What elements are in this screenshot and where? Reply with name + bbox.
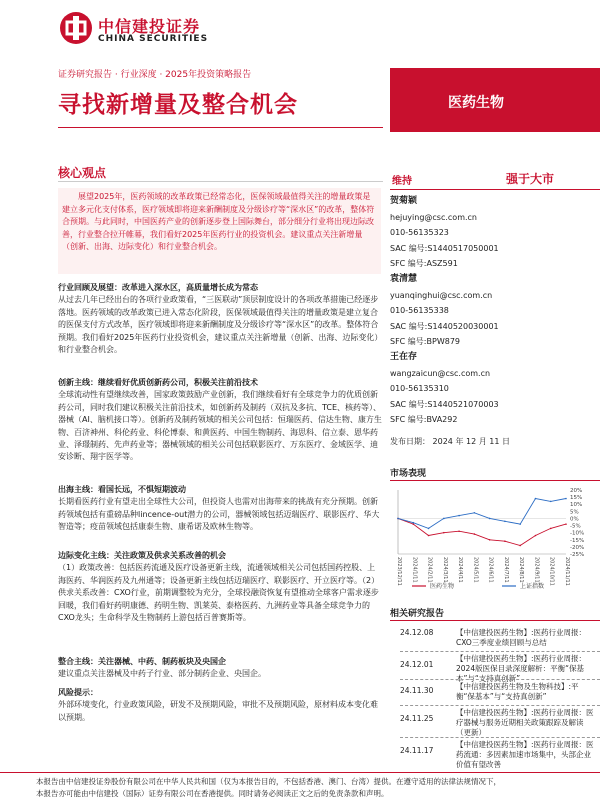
disclaimer-line: 本报告由中信建投证券股份有限公司在中华人民共和国（仅为本报告目的，不包括香港、澳门、台湾）提供。在遵守适用的法律法规情况下，: [36, 777, 501, 786]
chart-xtick-label: 2024/6/11: [487, 557, 494, 583]
rating-bar: [390, 169, 600, 190]
chart-point: [412, 523, 414, 525]
section-heading: 整合主线：关注器械、中药、制药板块及央国企: [58, 657, 226, 666]
related-report[interactable]: [400, 740, 600, 770]
chart-ytick-label: -20%: [570, 544, 585, 551]
core-view-title: 核心观点: [58, 166, 107, 180]
section-heading: 边际变化主线：关注政策及供求关系改善的机会: [58, 551, 226, 560]
related-report[interactable]: [400, 682, 600, 704]
title-divider: [58, 127, 383, 128]
footer-divider: [0, 772, 600, 773]
chart-point: [550, 501, 552, 503]
related-text[interactable]: 【中信建投医药生物】:医药行业周报：2024版医保目录深度解析：平衡“保基本”与“支持真创新”: [456, 654, 587, 683]
section-heading: 风险提示：: [58, 688, 98, 697]
related-date: 24.11.25: [400, 714, 434, 723]
market-title: 市场表现: [390, 469, 427, 479]
brand-logo: [58, 10, 218, 50]
related-date: 24.11.17: [400, 746, 434, 755]
related-divider: [390, 620, 600, 621]
chart-ytick-label: -5%: [570, 523, 581, 530]
chart-ytick-label: -15%: [570, 537, 585, 544]
brand-name-cn: 中信建投证券: [98, 17, 201, 36]
page-title: 寻找新增量及整合机会: [58, 92, 298, 118]
section-body: 外部环境变化，行业政策风险，研发不及预期风险，审批不及预期风险，原材料成本变化难以预期。: [58, 700, 378, 722]
analyst-sac: SAC 编号:S1440517050001: [390, 243, 499, 253]
analyst-name: 王在存: [390, 352, 418, 362]
chart-point: [565, 498, 567, 500]
industry-label: 医药生物: [448, 95, 504, 111]
section-heading: 行业回顾及展望：改革进入深水区，高质量增长成为常态: [58, 283, 258, 292]
analyst-card: [390, 272, 499, 350]
chart-xtick-label: 2024/11/11: [564, 557, 570, 586]
analyst-sfc: SFC 编号:ASZ591: [390, 259, 458, 269]
related-text[interactable]: 【中信建投医药生物】:医药行业周报：医药流通：多因素加速市场集中，头部企业价值有望改善: [456, 740, 594, 769]
chart-point: [519, 545, 521, 547]
chart-xtick-label: 2024/9/11: [533, 557, 540, 583]
related-text[interactable]: 【中信建投医药生物】:医药行业周报：CXO三季度业绩回顾与总结: [456, 628, 587, 647]
chart-point: [458, 530, 460, 532]
related-text[interactable]: 【中信建投医药生物及生物科技】:平衡“保基本”与“支持真创新”: [456, 682, 579, 701]
chart-point: [550, 528, 552, 530]
analyst-email[interactable]: wangzaicun@csc.com.cn: [390, 368, 491, 378]
section-body: 从过去几年已经出台的各项行业政策看，“三医联动”顶层制度设计的各项改革措施已经逐步落地。医药领域的改革政策已进入常态化阶段，医保领域最值得关注的增量政策是建立复合的医保支付方式改革，医疗领域即将迎来新酬制度及分级诊疗等“深水区”的改革。整体符合预期。我们看好2025年医药行业投资机会，建议重点关注新增量（创新、出海、边际变化）和行业整合机会。: [58, 295, 383, 355]
analyst-sac: SAC 编号:S1440521070003: [390, 399, 499, 409]
related-report[interactable]: [400, 708, 600, 738]
chart-point: [412, 522, 414, 524]
chart-point: [428, 528, 430, 530]
analyst-card: [390, 194, 499, 272]
brand-name-en: CHINA SECURITIES: [98, 34, 209, 44]
chart-point: [474, 533, 476, 535]
section-integration: [58, 656, 383, 681]
report-type: 证券研究报告 · 行业深度 · 2025年投资策略报告: [58, 70, 252, 80]
related-divider-line: [400, 737, 600, 739]
analyst-sac: SAC 编号:S1440520030001: [390, 321, 499, 331]
chart-point: [443, 532, 445, 534]
chart-point: [428, 535, 430, 537]
brand-logo-icon: [58, 10, 94, 46]
section-heading: 出海主线：看国长远，不惧短期波动: [58, 485, 186, 494]
chart-ytick-label: 15%: [570, 495, 583, 502]
section-body: 建议重点关注器械及中药子行业、部分制药企业、央国企。: [58, 669, 266, 679]
chart-ytick-label: -10%: [570, 530, 585, 537]
analyst-sfc: SFC 编号:BPW879: [390, 337, 460, 347]
analyst-name: 袁清慧: [390, 274, 418, 284]
publish-date: 发布日期： 2024 年 12 月 11 日: [390, 437, 510, 446]
chart-legend-label: 上证指数: [520, 583, 545, 590]
analyst-sfc: SFC 编号:BVA292: [390, 415, 458, 425]
core-view-divider: [58, 181, 383, 182]
related-title: 相关研究报告: [390, 609, 445, 619]
chart-ytick-label: -25%: [570, 552, 585, 558]
section-innovation: [58, 377, 383, 464]
chart-point: [504, 520, 506, 522]
chart-xtick-label: 2024/3/11: [441, 557, 448, 583]
section-body: 全球流动性有望继续改善，国家政策鼓励产业创新，我们继续看好有全球竞争力的优质创新药公司，同时我们建议积极关注前沿技术，如创新药及制药（双抗及多抗、TCE、核药等）、器械（AI、脑机接口等）。创新药及制药领域的相关公司包括：恒瑞医药、信达生物、康方生物、百济神州、科伦药业、科伦博泰、和黄医药、中国生物制药、海思科、信立泰、恩华药业、泽璟制药、先声药业等；器械领域的相关公司包括联影医疗、万东医疗、金域医学、迪安诊断、翔宇医学等。: [58, 390, 382, 462]
rating-value: 强于大市: [506, 172, 555, 186]
rating-label: 维持: [392, 176, 412, 187]
chart-ytick-label: 0%: [570, 516, 579, 523]
chart-point: [504, 540, 506, 542]
chart-series-line: [398, 499, 566, 529]
section-marginal: [58, 550, 383, 624]
market-chart: [390, 484, 600, 596]
section-review: [58, 282, 383, 356]
section-body: 长期看医药行业有望走出全球性大公司，但投资人也需对出海带来的挑战有充分预期。创新药领域包括有重磅品种lincence-out潜力的公司，器械领域包括迈瑞医疗、联影医疗、华大智造等；疫苗领域包括康泰生物、康希诺及欧林生物等。: [58, 497, 380, 532]
chart-point: [443, 518, 445, 520]
chart-legend-label: 医药生物: [430, 583, 455, 590]
chart-point: [535, 498, 537, 500]
market-divider: [390, 480, 600, 481]
chart-ytick-label: 20%: [570, 488, 583, 494]
section-risk: [58, 687, 383, 724]
analyst-email[interactable]: yuanqinghui@csc.com.cn: [390, 290, 493, 300]
chart-point: [535, 535, 537, 537]
analyst-phone: 010-56135338: [390, 306, 449, 316]
related-date: 24.11.30: [400, 686, 434, 695]
chart-xtick-label: 2024/5/11: [472, 557, 479, 583]
chart-series-line: [398, 518, 566, 545]
chart-xtick-label: 2024/4/11: [457, 557, 464, 583]
chart-point: [489, 539, 491, 541]
analyst-phone: 010-56135310: [390, 384, 449, 394]
section-body: （1）政策改善：包括医药流通及医疗设备更新主线，流通领域相关公司包括国药控股、上海医药、华润医药及九州通等；设备更新主线包括迈瑞医疗、联影医疗、开立医疗等。（2）供求关系改善：CXO行业，前期调整较为充分，全球投融资恢复有望推动全球客户需求逐步回暖，我们看好药明康德、药明生物、凯莱英、泰格医药、九洲药业等具备全球竞争力的CXO龙头；生命科学及生物制药上游包括百普赛斯等。: [58, 563, 380, 623]
section-heading: 创新主线：继续看好优质创新药公司，积极关注前沿技术: [58, 378, 258, 387]
chart-xtick-label: 2024/7/11: [502, 557, 509, 583]
chart-xtick-label: 2024/2/11: [426, 557, 433, 583]
chart-point: [458, 515, 460, 517]
chart-xtick-label: 2024/8/11: [518, 557, 525, 583]
related-divider-line: [400, 679, 600, 681]
related-divider-line: [400, 705, 600, 707]
disclaimer-line: 本报告亦可能由中信建投（国际）证券有限公司在香港提供。同时请务必阅读正文之后的免责条款和声明。: [36, 789, 389, 798]
analyst-phone: 010-56135323: [390, 228, 449, 238]
analyst-name: 贺菊颖: [390, 196, 418, 206]
chart-point: [474, 512, 476, 514]
disclaimer: [36, 776, 600, 800]
related-text[interactable]: 【中信建投医药生物】:医药行业周报：医疗器械与服务近期相关政策跟踪及解读（更新）: [456, 708, 594, 737]
section-overseas: [58, 484, 383, 534]
chart-ytick-label: 5%: [570, 509, 579, 516]
analyst-card: [390, 350, 499, 428]
related-divider-line: [400, 651, 600, 653]
chart-ytick-label: 10%: [570, 502, 583, 509]
related-date: 24.12.01: [400, 660, 434, 669]
chart-xtick-label: 2023/12/11: [396, 557, 402, 586]
chart-point: [519, 523, 521, 525]
related-report[interactable]: [400, 628, 600, 650]
chart-xtick-label: 2024/1/11: [411, 557, 418, 583]
related-date: 24.12.08: [400, 628, 434, 637]
chart-point: [397, 518, 399, 520]
chart-point: [565, 523, 567, 525]
analyst-email[interactable]: hejuying@csc.com.cn: [390, 212, 477, 222]
chart-point: [489, 518, 491, 520]
chart-xtick-label: 2024/10/11: [548, 557, 555, 586]
summary-text: 展望2025年，医药领域的改革政策已经常态化，医保领域最值得关注的增量政策是建立多元化支付体系，医疗领域即将迎来新酬制度及分级诊疗等“深水区”的改革，整体符合预期。与此同时，中国医药产业的创新逐步登上国际舞台，部分细分行业将出现边际改善，行业整合拉开帷幕，我们看好2025年医药行业的投资机会。建议重点关注新增量（创新、出海、边际变化）和行业整合机会。: [62, 192, 375, 252]
